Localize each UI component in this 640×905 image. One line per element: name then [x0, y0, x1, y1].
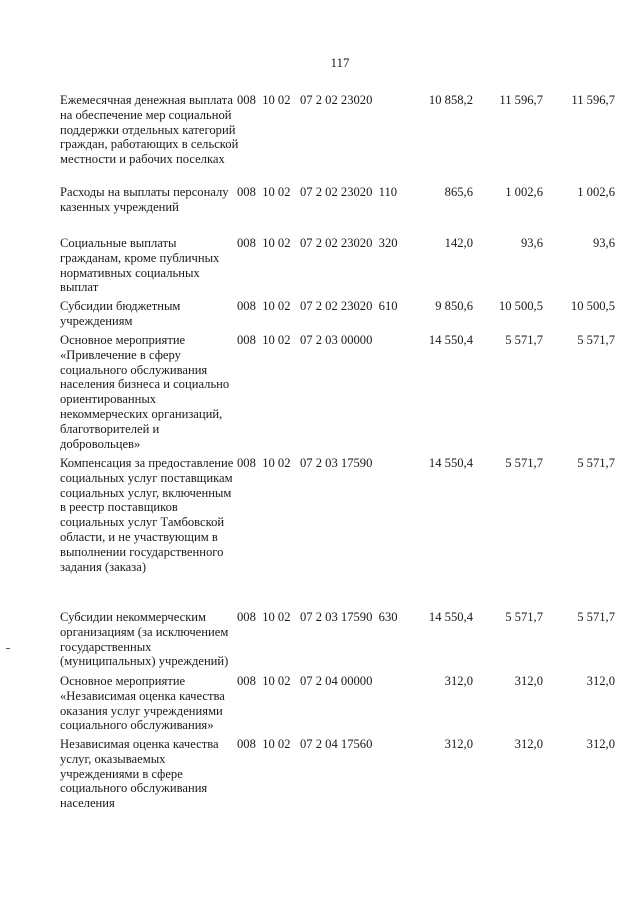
row-value-1: 865,6 — [444, 185, 473, 199]
row-value-3: 5 571,7 — [577, 333, 615, 347]
row-value-1: 14 550,4 — [428, 610, 473, 624]
row-value-1: 312,0 — [444, 674, 473, 688]
row-name: Субсидии бюджетным учреждениям — [60, 299, 181, 328]
row-name: Основное мероприятие «Привлечение в сферу социального обслуживания населения бизнеса и социально ориентированных некоммерческих организаций, благотворителей и добровольцев» — [60, 333, 230, 451]
row-code: 008 10 02 07 2 02 23020 — [237, 93, 373, 107]
row-code: 008 10 02 07 2 02 23020 320 — [237, 236, 398, 250]
row-value-1: 14 550,4 — [428, 333, 473, 347]
page-number: 117 — [330, 55, 350, 70]
row-value-3: 1 002,6 — [577, 185, 615, 199]
row-value-2: 5 571,7 — [505, 456, 543, 470]
row-value-2: 5 571,7 — [505, 610, 543, 624]
row-code: 008 10 02 07 2 03 00000 — [237, 333, 373, 347]
row-value-1: 9 850,6 — [435, 299, 473, 313]
row-value-1: 10 858,2 — [428, 93, 473, 107]
row-code: 008 10 02 07 2 03 17590 — [237, 456, 373, 470]
row-name: Основное мероприятие «Независимая оценка качества оказания услуг учреждениями социального обслуживания» — [60, 674, 225, 733]
scan-mark — [6, 648, 10, 649]
row-value-3: 5 571,7 — [577, 610, 615, 624]
row-code: 008 10 02 07 2 02 23020 110 — [237, 185, 398, 199]
row-value-3: 312,0 — [586, 737, 615, 751]
row-value-3: 10 500,5 — [570, 299, 615, 313]
row-value-2: 312,0 — [514, 737, 543, 751]
row-value-2: 312,0 — [514, 674, 543, 688]
row-value-1: 142,0 — [444, 236, 473, 250]
row-value-3: 93,6 — [592, 236, 615, 250]
row-value-3: 312,0 — [586, 674, 615, 688]
row-value-1: 312,0 — [444, 737, 473, 751]
row-value-2: 10 500,5 — [498, 299, 543, 313]
row-name: Ежемесячная денежная выплата на обеспечение мер социальной поддержки отдельных категорий граждан, работающих в сельской местности и рабочих поселках — [60, 93, 239, 167]
row-name: Расходы на выплаты персоналу казенных учреждений — [60, 185, 229, 214]
row-value-2: 11 596,7 — [499, 93, 543, 107]
row-value-3: 11 596,7 — [571, 93, 615, 107]
row-value-2: 93,6 — [520, 236, 543, 250]
row-name: Компенсация за предоставление социальных услуг поставщикам социальных услуг, включенным в реестр поставщиков социальных услуг Тамбовской области, и не участвующим в выполнении государственного задания (заказа) — [60, 456, 234, 574]
row-code: 008 10 02 07 2 04 17560 — [237, 737, 373, 751]
row-name: Субсидии некоммерческим организациям (за исключением государственных (муниципальных) учреждений) — [60, 610, 229, 669]
row-code: 008 10 02 07 2 03 17590 630 — [237, 610, 398, 624]
row-value-2: 5 571,7 — [505, 333, 543, 347]
row-name: Независимая оценка качества услуг, оказываемых учреждениями в сфере социального обслуживания населения — [60, 737, 219, 811]
row-code: 008 10 02 07 2 02 23020 610 — [237, 299, 398, 313]
row-code: 008 10 02 07 2 04 00000 — [237, 674, 373, 688]
row-value-2: 1 002,6 — [505, 185, 543, 199]
row-value-1: 14 550,4 — [428, 456, 473, 470]
row-name: Социальные выплаты гражданам, кроме публичных нормативных социальных выплат — [60, 236, 220, 295]
row-value-3: 5 571,7 — [577, 456, 615, 470]
